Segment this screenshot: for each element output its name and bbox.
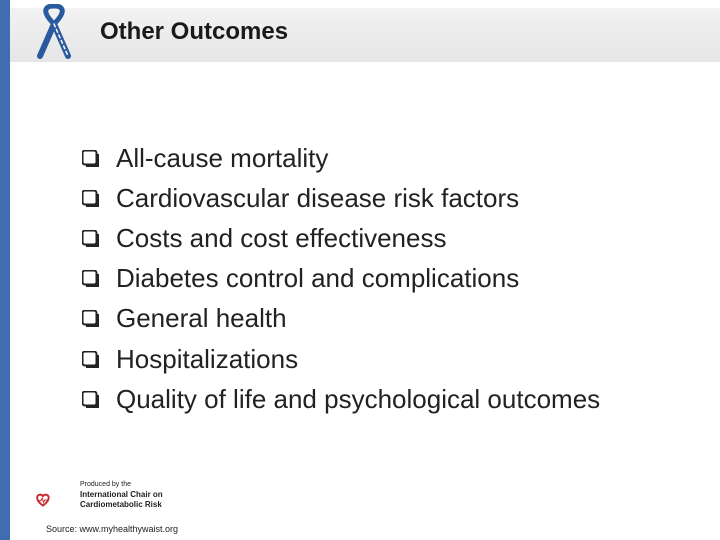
source-citation: Source: www.myhealthywaist.org: [46, 524, 179, 534]
bullet-text: Costs and cost effectiveness: [116, 222, 447, 253]
list-item: [82, 259, 600, 299]
left-accent-bar: [0, 0, 10, 540]
produced-by-text: Produced by the: [80, 481, 131, 488]
checkbox-bullet-icon: [82, 270, 99, 287]
checkbox-bullet-icon: [82, 310, 99, 327]
slide-title: Other Outcomes: [100, 18, 289, 45]
heart-logo-icon: [36, 478, 80, 522]
bullet-text: Cardiovascular disease risk factors: [116, 182, 520, 213]
list-item: [82, 299, 600, 339]
footer-org-logo-text: [80, 480, 163, 510]
bullet-text: Quality of life and psychological outcomes: [116, 383, 601, 414]
awareness-ribbon-icon: [34, 4, 74, 60]
list-item: [82, 339, 600, 379]
list-item: [82, 138, 600, 178]
bullet-text: Diabetes control and complications: [116, 263, 520, 294]
checkbox-bullet-icon: [82, 190, 99, 207]
bullet-list: [82, 138, 600, 419]
checkbox-bullet-icon: [82, 391, 99, 408]
list-item: [82, 218, 600, 258]
bullet-text: General health: [116, 303, 287, 334]
list-item: [82, 178, 600, 218]
org-name-line1: International Chair on: [80, 490, 163, 499]
checkbox-bullet-icon: [82, 351, 99, 368]
checkbox-bullet-icon: [82, 230, 99, 247]
checkbox-bullet-icon: [82, 150, 99, 167]
org-name-line2: Cardiometabolic Risk: [80, 500, 162, 509]
bullet-text: Hospitalizations: [116, 343, 299, 374]
bullet-text: All-cause mortality: [116, 142, 329, 173]
list-item: [82, 379, 600, 419]
